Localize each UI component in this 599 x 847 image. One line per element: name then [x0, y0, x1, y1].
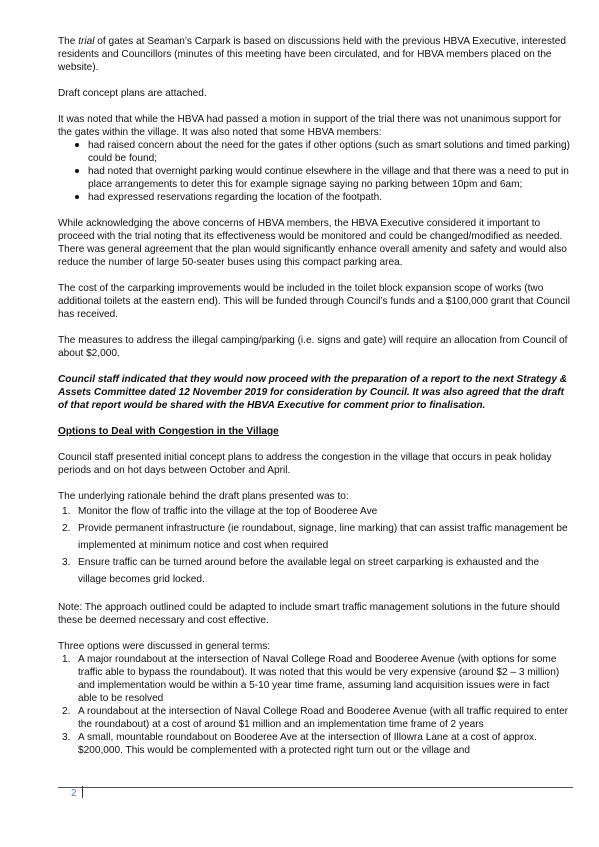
cost-paragraph: The cost of the carparking improvements would be included in the toilet block expansion scope of works (two additional toilets at the eastern end). This will be funded through Council’s funds and a $100,000 grant that Council has received.	[58, 283, 570, 320]
section-heading: Options to Deal with Congestion in the Village	[58, 426, 279, 437]
list-item	[58, 503, 570, 520]
note-paragraph: Note: The approach outlined could be adapted to include smart traffic management solutions in the future should these be deemed necessary and cost effective.	[58, 602, 560, 626]
list-text: A major roundabout at the intersection of Naval College Road and Booderee Avenue (with options for some traffic able to bypass the roundabout). It was noted that this would be very expensive (around $2 – 3 million) and implementation would be within a 5-10 year time frame, assuming land acquisition issues were in fact able to be resolved	[78, 654, 560, 704]
footer-separator	[82, 786, 83, 798]
list-text: A roundabout at the intersection of Naval College Road and Booderee Avenue (with all traffic required to enter the roundabout) at a cost of around $1 million and an implementation time frame of 2 years	[78, 706, 569, 730]
list-item: had expressed reservations regarding the location of the footpath.	[58, 191, 570, 204]
list-text: A small, mountable roundabout on Booderee Ave at the intersection of Illowra Lane at a cost of approx. $200,000. This would be complemented with a protected right turn out or the village and	[78, 732, 537, 756]
list-number: 1.	[62, 654, 71, 665]
intro-text-post: of gates at Seaman’s Carpark is based on discussions held with the previous HBVA Executive, interested residents and Councillors (minutes of this meeting have been circulated, and for HBVA members placed on the website).	[58, 36, 566, 73]
draft-plans-paragraph: Draft concept plans are attached.	[58, 88, 207, 99]
list-item	[58, 731, 570, 757]
acknowledging-paragraph: While acknowledging the above concerns of HBVA members, the HBVA Executive considered it important to proceed with the trial noting that its effectiveness would be monitored and could be changed/modified as needed. There was general agreement that the plan would significantly enhance overall amenity and safety and would also reduce the number of large 50-seater buses using this compact parking area.	[58, 218, 567, 268]
presented-paragraph: Council staff presented initial concept plans to address the congestion in the village that occurs in peak holiday periods and on hot days between October and April.	[58, 452, 552, 476]
rationale-intro: The underlying rationale behind the draft plans presented was to:	[58, 491, 349, 502]
list-item	[58, 653, 570, 705]
intro-text-pre: The	[58, 36, 79, 47]
page-number: 2	[71, 788, 77, 799]
intro-paragraph	[58, 35, 570, 74]
options-intro: Three options were discussed in general terms:	[58, 641, 271, 652]
list-item	[58, 705, 570, 731]
rationale-list	[58, 503, 570, 588]
concerns-list	[58, 139, 570, 204]
measures-paragraph: The measures to address the illegal camping/parking (i.e. signs and gate) will require an allocation from Council of about $2,000.	[58, 335, 568, 359]
list-text: Monitor the flow of traffic into the village at the top of Booderee Ave	[78, 506, 378, 517]
noted-paragraph: It was noted that while the HBVA had passed a motion in support of the trial there was not unanimous support for the gates within the village. It was also noted that some HBVA members:	[58, 114, 562, 138]
council-staff-paragraph: Council staff indicated that they would now proceed with the preparation of a report to the next Strategy & Assets Committee dated 12 November 2019 for consideration by Council. It was also agreed that the draft of that report would be shared with the HBVA Executive for comment prior to finalisation.	[58, 374, 568, 411]
intro-trial-emphasis: trial	[78, 36, 95, 47]
list-number: 3.	[62, 557, 71, 568]
list-item	[58, 554, 570, 588]
list-number: 2.	[62, 706, 71, 717]
list-item: had raised concern about the need for the gates if other options (such as smart solutions and timed parking) could be found;	[58, 139, 570, 165]
list-number: 1.	[62, 506, 71, 517]
list-item: had noted that overnight parking would continue elsewhere in the village and that there was a need to put in place arrangements to deter this for example signage saying no parking between 10pm and 6am;	[58, 165, 570, 191]
options-list	[58, 653, 570, 757]
list-text: Ensure traffic can be turned around before the available legal on street carparking is exhausted and the village becomes grid locked.	[78, 557, 540, 585]
list-item	[58, 520, 570, 554]
footer-divider	[58, 787, 573, 788]
list-text: Provide permanent infrastructure (ie roundabout, signage, line marking) that can assist traffic management be implemented at minimum notice and cost when required	[78, 523, 568, 551]
page-content	[58, 35, 570, 770]
list-number: 3.	[62, 732, 71, 743]
list-number: 2.	[62, 523, 71, 534]
